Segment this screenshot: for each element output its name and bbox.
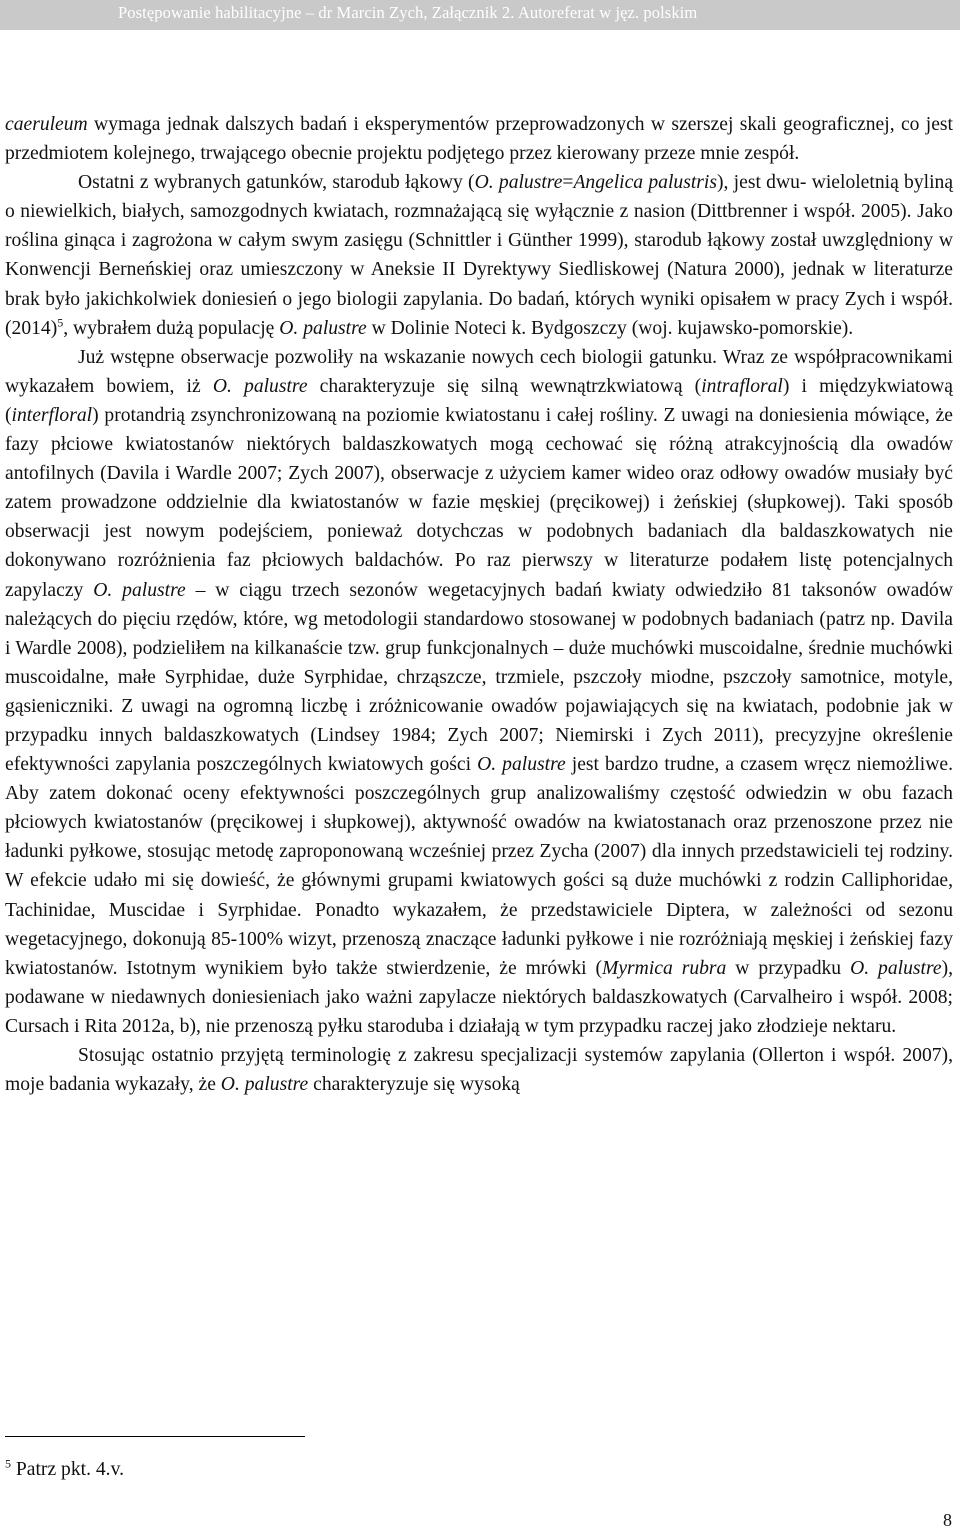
text-segment: w Dolinie Noteci k. Bydgoszczy (woj. kujawsko-pomorskie). <box>366 317 854 339</box>
text-segment: Syrphidae. Ponadto wykazałem, że przedstawiciele Diptera, w zależności od sezonu <box>217 899 953 921</box>
text-line <box>5 754 734 775</box>
footnote-separator <box>5 1436 305 1437</box>
italic-text: O. <box>279 317 299 339</box>
text-line <box>78 1045 745 1066</box>
footnote-reference: 5 <box>57 315 64 330</box>
text-segment: ) i międzykwiatową ( <box>5 375 953 426</box>
text-segment: doniesieniach jako ważni zapylacze niektórych baldaszkowatych (Carvalheiro i współ. 2008; <box>211 986 953 1008</box>
paragraph <box>5 1041 953 1099</box>
body-text <box>5 110 953 1099</box>
text-segment: ) protandrią zsynchronizowaną <box>92 404 337 426</box>
text-line <box>718 1016 896 1037</box>
text-segment: charakteryzuje się wysoką <box>308 1074 520 1096</box>
italic-text: Angelica palustris <box>573 172 717 194</box>
text-segment: = <box>562 172 574 194</box>
text-segment: Stosując ostatnio przyjętą terminologię z zakresu specjalizacji systemów zapylania <box>78 1045 746 1066</box>
text-segment: na poziomie kwiatostanu i całej rośliny. Z uwagi na doniesienia mówiące, że fazy płciowe <box>5 404 953 456</box>
text-segment: Ostatni z wybranych gatunków, starodub łąkowy ( <box>78 172 475 194</box>
running-header <box>0 0 960 30</box>
text-segment: miodne, pszczoły samotnice, motyle, gąsieniczniki. Z uwagi na ogromną liczbę i <box>5 666 953 717</box>
footnote-number: 5 <box>5 1456 11 1471</box>
text-line <box>217 900 953 921</box>
italic-text: O. palustre <box>212 375 308 397</box>
text-line <box>5 1016 713 1037</box>
text-segment: jako złodzieje nektaru. <box>718 1015 897 1037</box>
text-segment: swym zasięgu (Schnittler i Günther 1999), starodub łąkowy został uwzględniony w <box>291 230 953 252</box>
italic-text: Myrmica rubra <box>602 957 727 979</box>
text-segment: ), podawane w niedawnych <box>5 957 953 1008</box>
italic-text: O. palustre <box>474 172 563 194</box>
text-segment: stwierdzenie, że mrówki ( <box>386 957 603 979</box>
text-segment: efektywności zapylania poszczególnych kwiatowych gości <box>5 754 478 776</box>
paragraph <box>5 168 953 343</box>
text-segment: rozróżnienia faz płciowych baldachów. Po raz pierwszy w literaturze podałem listę <box>117 550 832 572</box>
text-segment: ze współpracownikami wykazałem bowiem, iż <box>5 346 953 397</box>
text-segment: zróżnicowanie owadów pojawiających się na kwiatach, podobnie jak w przypadku innych <box>5 695 953 746</box>
text-segment: wewnątrzkwiatową ( <box>530 375 702 397</box>
italic-text: intrafloral <box>701 375 783 397</box>
running-title: Postępowanie habilitacyjne – dr Marcin Zych, Załącznik 2. Autoreferat w jęz. polskim <box>118 3 698 22</box>
text-line <box>5 929 674 950</box>
text-segment: słupkowej), aktywność owadów na kwiatostanach oraz przenoszone przez nie ładunki <box>5 812 953 863</box>
text-segment: potencjalnych zapylaczy <box>5 550 953 601</box>
italic-text: O. palustre <box>93 579 186 601</box>
text-segment: męskiej (pręcikowej) i żeńskiej (słupkowej). Taki sposób obserwacji jest nowym podejściem, <box>5 492 953 543</box>
footnote-text: Patrz pkt. 4.v. <box>11 1459 125 1480</box>
paragraph <box>5 110 953 168</box>
italic-text: interfloral <box>11 404 93 426</box>
text-line <box>78 172 761 193</box>
text-segment: jest bardzo trudne, a <box>565 754 735 776</box>
text-segment: analizowaliśmy częstość odwiedzin w obu fazach płciowych kwiatostanów (pręcikowej i <box>5 783 953 834</box>
text-segment: standardowo stosowanej w podobnych badaniach (patrz np. Davila i Wardle 2008), <box>5 608 953 659</box>
text-segment: rozróżniają męskiej i żeńskiej fazy kwiatostanów. Istotnym wynikiem było także <box>5 928 953 979</box>
text-line <box>303 318 853 339</box>
text-line <box>212 987 953 1008</box>
text-segment: muchówki muscoidalne, małe Syrphidae, duże Syrphidae, chrząszcze, trzmiele, pszczoły <box>5 637 953 688</box>
text-segment: kwiatostanów niektórych baldaszkowatych mogą cechować się różną atrakcyjnością dla <box>125 434 875 456</box>
text-line <box>125 434 874 455</box>
text-segment: pyłkowe, stosując metodę zaproponowaną wcześniej przez Zycha (2007) dla innych <box>69 841 735 863</box>
text-segment: ), jest <box>716 172 761 194</box>
text-line <box>164 725 953 746</box>
text-line <box>5 259 727 280</box>
text-segment: Konwencji Berneńskiej oraz umieszczony w Aneksie II Dyrektywy Siedliskowej (Natura <box>5 259 727 281</box>
text-segment: wymaga jednak dalszych badań i eksperymentów przeprowadzonych w szerszej <box>87 114 734 135</box>
text-segment: oraz odłowy owadów musiały być zatem prowadzone oddzielnie dla kwiatostanów w fazie <box>5 463 954 514</box>
text-segment: owadów antofilnych (Davila i Wardle 2007; Zych 2007), obserwacje z użyciem kamer wideo <box>5 434 953 485</box>
italic-text: O. palustre <box>220 1074 309 1096</box>
italic-text: O. palustre <box>477 754 566 776</box>
text-segment: ponieważ dotychczas w podobnych badaniach dla baldaszkowatych nie dokonywano <box>5 521 953 572</box>
text-segment: badań, których wyniki opisałem w pracy Zych i współ. (2014) <box>5 288 953 339</box>
text-segment: Już wstępne obserwacje pozwoliły na wskazanie nowych cech biologii gatunku. Wraz <box>78 346 765 368</box>
text-segment: – w ciągu trzech sezonów wegetacyjnych badań kwiaty <box>185 579 666 601</box>
text-segment: dwu- wieloletnią byliną o niewielkich, białych, samozgodnych kwiatach, rozmnażającą się <box>5 172 954 223</box>
text-line <box>5 114 733 135</box>
text-segment: wyłącznie z nasion (Dittbrenner i współ. 2005). Jako roślina ginąca i zagrożona w całym <box>5 201 953 252</box>
text-line <box>118 550 832 571</box>
text-segment: czasem wręcz niemożliwe. Aby zatem dokonać oceny efektywności poszczególnych grup <box>5 754 953 805</box>
text-line <box>69 841 734 862</box>
text-segment: odwiedziło 81 taksonów owadów należących do pięciu rzędów, które, wg metodologii <box>5 579 954 630</box>
text-segment: (Ollerton i współ. 2007), moje badania wykazały, że <box>5 1045 953 1096</box>
text-segment: baldaszkowatych (Lindsey 1984; Zych 2007; Niemirski i Zych 2011), precyzyjne określenie <box>163 724 953 746</box>
footnote <box>5 1458 124 1482</box>
text-line <box>292 230 953 251</box>
page-number: 8 <box>943 1510 952 1530</box>
italic-text: O. palustre <box>850 957 942 979</box>
paragraph <box>5 343 953 1041</box>
text-segment: kwiatowych gości są duże muchówki z rodzin Calliphoridae, Tachinidae, Muscidae i <box>5 870 953 921</box>
text-segment: przedstawicieli tej rodziny. W efekcie udało mi się dowieść, że głównymi grupami <box>5 841 953 892</box>
text-segment: Cursach i Rita 2012a, b), nie przenoszą pyłku staroduba i działają w tym przypadku raczej <box>5 1015 714 1037</box>
italic-text: caeruleum <box>5 114 88 135</box>
text-line <box>133 638 865 659</box>
text-segment: charakteryzuje się silną <box>307 375 519 397</box>
text-line <box>78 347 764 368</box>
text-line <box>509 143 799 164</box>
text-segment: skali geograficznej, co jest przedmiotem kolejnego, trwającego obecnie projektu podjętego <box>5 114 953 165</box>
italic-text: palustre <box>303 317 367 339</box>
text-segment: wegetacyjnego, dokonują 85-100% wizyt, przenoszą znaczące ładunki pyłkowe i nie <box>5 928 674 950</box>
text-segment: w przypadku <box>726 957 851 979</box>
text-segment: , wybrałem dużą populację <box>63 317 280 339</box>
text-segment: podzieliłem na kilkanaście tzw. grup funkcjonalnych – duże muchówki muscoidalne, średnie <box>132 637 865 659</box>
text-segment: przez kierowany przeze mnie zespół. <box>509 143 800 165</box>
text-segment: 2000), jednak w literaturze brak było jakichkolwiek doniesień o jego biologii zapylania. Do <box>5 259 954 310</box>
